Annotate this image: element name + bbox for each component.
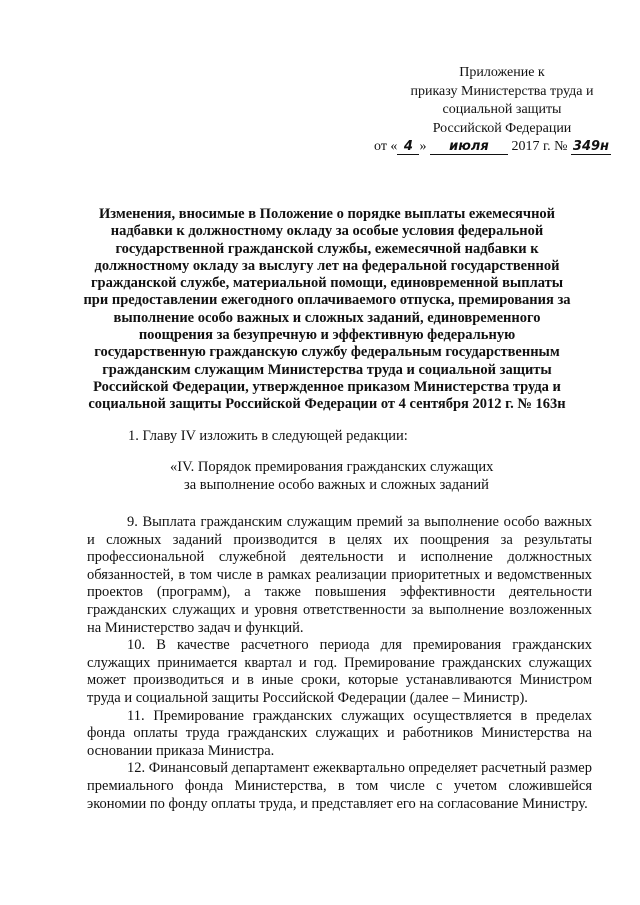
paragraph-11: 11. Премирование гражданских служащих осуществляется в пределах фонда оплаты труда гражданских служащих и работников Министерства на основании приказа Министра. [87,707,592,759]
appendix-header [372,64,632,157]
handwritten-day: 4 [397,139,419,155]
appendix-line: Российской Федерации [432,120,572,136]
date-prefix: от « [374,139,398,154]
item-1: 1. Главу IV изложить в следующей редакции: [128,428,408,444]
date-mid: » [419,139,427,154]
paragraph-10: 10. В качестве расчетного периода для премирования гражданских служащих принимается квартал и год. Премирование гражданских служащих может производиться и в иные сроки, которые устанавливаются Министром труда и социальной защиты Российской Федерации (далее – Министр). [87,637,592,706]
appendix-line: социальной защиты [442,102,562,117]
document-body [87,514,592,813]
chapter-heading [170,458,530,494]
handwritten-month: июля [430,139,508,155]
appendix-line: Приложение к [459,65,545,80]
handwritten-order-number: 349н [572,139,610,154]
chapter-heading-line-2: за выполнение особо важных и сложных заданий [184,477,489,493]
chapter-heading-line-1: «IV. Порядок премирования гражданских служащих [170,459,494,475]
order-date-line [372,138,632,157]
paragraph-9: 9. Выплата гражданским служащим премий за выполнение особо важных и сложных заданий производится в целях их поощрения за результаты профессиональной служебной деятельности и исполнение должностных обязанностей, в том числе в рамках реализации приоритетных и ведомственных проектов (программ), а также повышения эффективности деятельности гражданских служащих и уровня ответственности за выполнение возложенных на Министерство задач и функций. [87,514,592,636]
appendix-line: приказу Министерства труда и [410,83,594,99]
date-year: 2017 г. № [511,139,568,154]
paragraph-12: 12. Финансовый департамент ежеквартально определяет расчетный размер премиального фонда Министерства, в том числе с учетом сложившейся экономии по фонду оплаты труда, и представляет его на согласование Министру. [87,760,592,812]
document-title: Изменения, вносимые в Положение о порядке выплаты ежемесячной надбавки к должностному окладу за особые условия федеральной государственной гражданской службы, ежемесячной надбавки к должностному окладу за выслугу лет на федеральной государственной гражданской службе, материальной помощи, единовременной выплаты при предоставлении ежегодного оплачиваемого отпуска, премирования за выполнение особо важных и сложных заданий, единовременного поощрения за безупречную и эффективную федеральную государственную гражданскую службу федеральным государственным гражданским служащим Министерства труда и социальной защиты Российской Федерации, утвержденное приказом Министерства труда и социальной защиты Российской Федерации от 4 сентября 2012 г. № 163н [83,206,571,413]
